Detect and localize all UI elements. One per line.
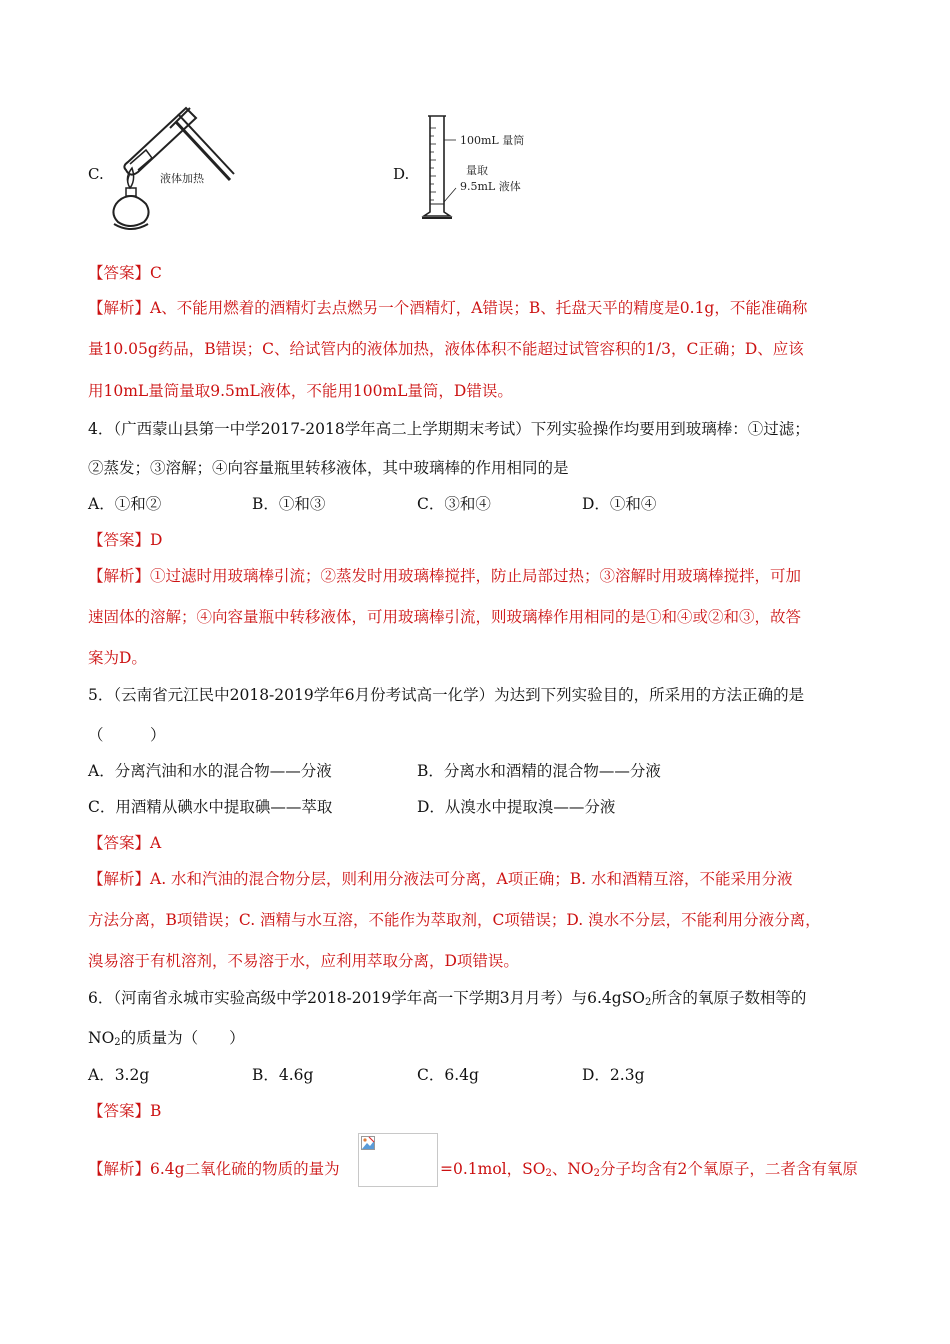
q6-stem-text-a: 6．（河南省永城市实验高级中学2018-2019学年高一下学期3月月考）与6.4gSO (88, 989, 646, 1007)
q6-stem-line1 (88, 988, 806, 1013)
measure-caption: 量取 (466, 164, 488, 177)
q6-stem2-text-b: 的质量为（ ） (120, 1029, 245, 1047)
q4-option-c: C．③和④ (417, 495, 491, 513)
q6-option-b: B．4.6g (252, 1066, 314, 1084)
q3-analysis-line2: 量10.05g药品，B错误；C、给试管内的液体加热，液体体积不能超过试管容积的1/3，C正确；D、应该 (88, 340, 804, 358)
q5-analysis-line1: 【解析】A. 水和汽油的混合物分层，则利用分液法可分离，A项正确；B. 水和酒精互溶，不能采用分液 (88, 870, 793, 888)
q6-analysis-text-d: 分子均含有2个氧原子，二者含有氧原 (599, 1160, 858, 1178)
q6-analysis-sub1: 2 (545, 1168, 552, 1179)
q5-option-b: B．分离水和酒精的混合物——分液 (417, 762, 661, 780)
q6-option-a: A．3.2g (88, 1066, 150, 1084)
option-c-label: C. (88, 165, 104, 183)
q4-analysis-line3: 案为D。 (88, 649, 147, 667)
q6-answer: 【答案】B (88, 1102, 162, 1120)
q5-option-a: A．分离汽油和水的混合物——分液 (88, 762, 332, 780)
q4-analysis-line2: 速固体的溶解；④向容量瓶中转移液体，可用玻璃棒引流，则玻璃棒作用相同的是①和④或②和③，故答 (88, 608, 802, 626)
q5-stem-line1: 5．（云南省元江民中2018-2019学年6月份考试高一化学）为达到下列实验目的，所采用的方法正确的是 (88, 686, 805, 704)
q4-stem-line2: ②蒸发；③溶解；④向容量瓶里转移液体，其中玻璃棒的作用相同的是 (88, 459, 569, 477)
q4-analysis-line1: 【解析】①过滤时用玻璃棒引流；②蒸发时用玻璃棒搅拌，防止局部过热；③溶解时用玻璃棒搅拌，可加 (88, 567, 802, 585)
option-d-label: D. (393, 165, 410, 183)
q6-analysis-part1: 【解析】6.4g二氧化硫的物质的量为 (88, 1160, 340, 1178)
q6-analysis-sub2: 2 (593, 1168, 600, 1179)
q5-option-d: D．从溴水中提取溴——分液 (417, 798, 616, 816)
q5-analysis-line3: 溴易溶于有机溶剂，不易溶于水，应利用萃取分离，D项错误。 (88, 952, 519, 970)
q5-stem-line2: （ ） (88, 726, 166, 744)
q4-stem-line1: 4．（广西蒙山县第一中学2017-2018学年高二上学期期末考试）下列实验操作均要用到玻璃棒：①过滤； (88, 420, 810, 438)
formula-image-placeholder (358, 1133, 438, 1187)
q6-option-d: D．2.3g (582, 1066, 645, 1084)
q3-analysis-line1: 【解析】A、不能用燃着的酒精灯去点燃另一个酒精灯，A错误；B、托盘天平的精度是0.1g，不能准确称 (88, 299, 808, 317)
q3-answer: 【答案】C (88, 264, 162, 282)
broken-image-icon (361, 1136, 375, 1150)
q6-analysis-part2 (440, 1159, 858, 1184)
heating-liquid-figure (108, 100, 238, 235)
q4-option-b: B．①和③ (252, 495, 326, 513)
q4-option-a: A．①和② (88, 495, 162, 513)
q6-stem2-text-a: NO (88, 1029, 115, 1047)
q5-analysis-line2: 方法分离，B项错误；C. 酒精与水互溶，不能作为萃取剂，C项错误；D. 溴水不分层，不能利用分液分离， (88, 911, 821, 929)
q4-option-d: D．①和④ (582, 495, 657, 513)
graduated-cylinder-figure (420, 112, 540, 224)
q6-analysis-text-b: =0.1mol，SO (440, 1160, 546, 1178)
cylinder-caption: 100mL 量筒 (460, 134, 525, 147)
heating-caption: 液体加热 (160, 172, 204, 185)
q6-option-c: C．6.4g (417, 1066, 479, 1084)
q5-option-c: C．用酒精从碘水中提取碘——萃取 (88, 798, 333, 816)
volume-caption: 9.5mL 液体 (460, 180, 521, 193)
q3-analysis-line3: 用10mL量筒量取9.5mL液体，不能用100mL量筒，D错误。 (88, 382, 513, 400)
q6-stem-sub: 2 (645, 997, 652, 1008)
q6-stem-line2 (88, 1028, 245, 1053)
q5-answer: 【答案】A (88, 834, 162, 852)
q4-answer: 【答案】D (88, 531, 163, 549)
q6-stem-text-b: 所含的氧原子数相等的 (651, 989, 807, 1007)
q6-analysis-text-c: 、NO (551, 1160, 594, 1178)
q6-stem2-sub: 2 (114, 1037, 121, 1048)
